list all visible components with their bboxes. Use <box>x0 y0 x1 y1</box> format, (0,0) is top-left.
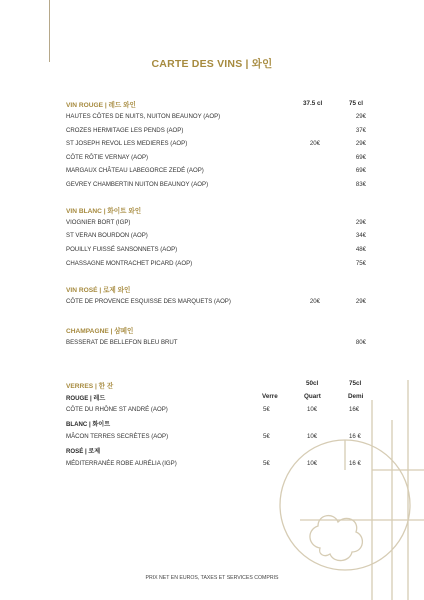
section-heading-vin-rose: VIN ROSÉ | 로제 와인 <box>66 287 131 294</box>
verres-row <box>66 406 366 416</box>
wine-row <box>66 113 366 123</box>
wine-row <box>66 298 366 308</box>
wine-name: CÔTE DE PROVENCE ESQUISSE DES MARQUETS (AOP) <box>66 298 231 305</box>
section-heading-champagne: CHAMPAGNE | 샴페인 <box>66 328 134 335</box>
wine-row <box>66 181 366 191</box>
price-75cl: 29€ <box>355 140 366 147</box>
section-heading-verres: VERRES | 한 잔 <box>66 383 114 390</box>
price-75cl: 75€ <box>355 260 366 267</box>
wine-row <box>66 127 366 137</box>
price-75cl: 34€ <box>355 232 366 239</box>
footer-note: PRIX NET EN EUROS, TAXES ET SERVICES COMPRIS <box>145 575 279 581</box>
verres-row <box>66 433 366 443</box>
verres-header-75cl: 75cl <box>349 380 362 387</box>
wine-row <box>66 260 366 270</box>
wine-name: CHASSAGNE MONTRACHET PICARD (AOP) <box>66 260 193 267</box>
wine-name: CROZES HERMITAGE LES PENDS (AOP) <box>66 127 184 134</box>
verres-group-rouge: ROUGE | 레드 <box>66 395 106 402</box>
column-header-75cl: 75 cl <box>349 100 364 107</box>
wine-name: MÉDITERRANÉE ROBE AURÉLIA (IGP) <box>66 460 177 467</box>
price-demi: 16 € <box>349 433 361 440</box>
price-75cl: 48€ <box>355 246 366 253</box>
wine-name: GEVREY CHAMBERTIN NUITON BEAUNOY (AOP) <box>66 181 209 188</box>
price-verre: 5€ <box>263 433 270 440</box>
price-75cl: 69€ <box>355 154 366 161</box>
price-75cl: 83€ <box>355 181 366 188</box>
section-heading-vin-rouge: VIN ROUGE | 레드 와인 <box>66 102 136 109</box>
price-75cl: 29€ <box>355 219 366 226</box>
price-37-5cl: 20€ <box>309 140 320 147</box>
price-37-5cl: 20€ <box>309 298 320 305</box>
verres-group-blanc: BLANC | 화이트 <box>66 421 111 428</box>
price-75cl: 37€ <box>355 127 366 134</box>
wine-name: ST VERAN BOURDON (AOP) <box>66 232 148 239</box>
wine-row <box>66 339 366 349</box>
wine-name: HAUTES CÔTES DE NUITS, NUITON BEAUNOY (AOP) <box>66 113 221 120</box>
wine-row <box>66 154 366 164</box>
price-quart: 10€ <box>307 406 318 413</box>
price-75cl: 69€ <box>355 167 366 174</box>
wine-row <box>66 219 366 229</box>
wine-name: MARGAUX CHÂTEAU LABEGORCE ZEDÉ (AOP) <box>66 167 204 174</box>
section-heading-vin-blanc: VIN BLANC | 화이트 와인 <box>66 208 142 215</box>
price-verre: 5€ <box>263 460 270 467</box>
wine-name: CÔTE RÔTIE VERNAY (AOP) <box>66 154 149 161</box>
price-demi: 16 € <box>349 460 361 467</box>
verres-group-rose: ROSÉ | 로제 <box>66 448 101 455</box>
wine-row <box>66 140 366 150</box>
column-header-37-5cl: 37.5 cl <box>303 100 323 107</box>
wine-name: VIOGNIER BORT (IGP) <box>66 219 131 226</box>
wine-name: BESSERAT DE BELLEFON BLEU BRUT <box>66 339 178 346</box>
price-75cl: 29€ <box>355 113 366 120</box>
wine-name: POUILLY FUISSÉ SANSONNETS (AOP) <box>66 246 178 253</box>
page-title: CARTE DES VINS | 와인 <box>151 58 273 70</box>
verres-header-50cl: 50cl <box>306 380 319 387</box>
wine-row <box>66 232 366 242</box>
price-verre: 5€ <box>263 406 270 413</box>
price-demi: 16€ <box>349 406 360 413</box>
wine-name: ST JOSEPH REVOL LES MEDIERES (AOP) <box>66 140 188 147</box>
wine-row <box>66 167 366 177</box>
wine-row <box>66 246 366 256</box>
price-75cl: 29€ <box>355 298 366 305</box>
wine-name: CÔTE DU RHÔNE ST ANDRÉ (AOP) <box>66 406 168 413</box>
wine-name: MÂCON TERRES SECRÈTES (AOP) <box>66 433 169 440</box>
price-quart: 10€ <box>307 460 318 467</box>
verres-subheader-verre: Verre <box>262 393 278 400</box>
verres-row <box>66 460 366 470</box>
price-quart: 10€ <box>307 433 318 440</box>
verres-subheader-demi: Demi <box>348 393 364 400</box>
verres-subheader-quart: Quart <box>304 393 321 400</box>
price-75cl: 80€ <box>355 339 366 346</box>
